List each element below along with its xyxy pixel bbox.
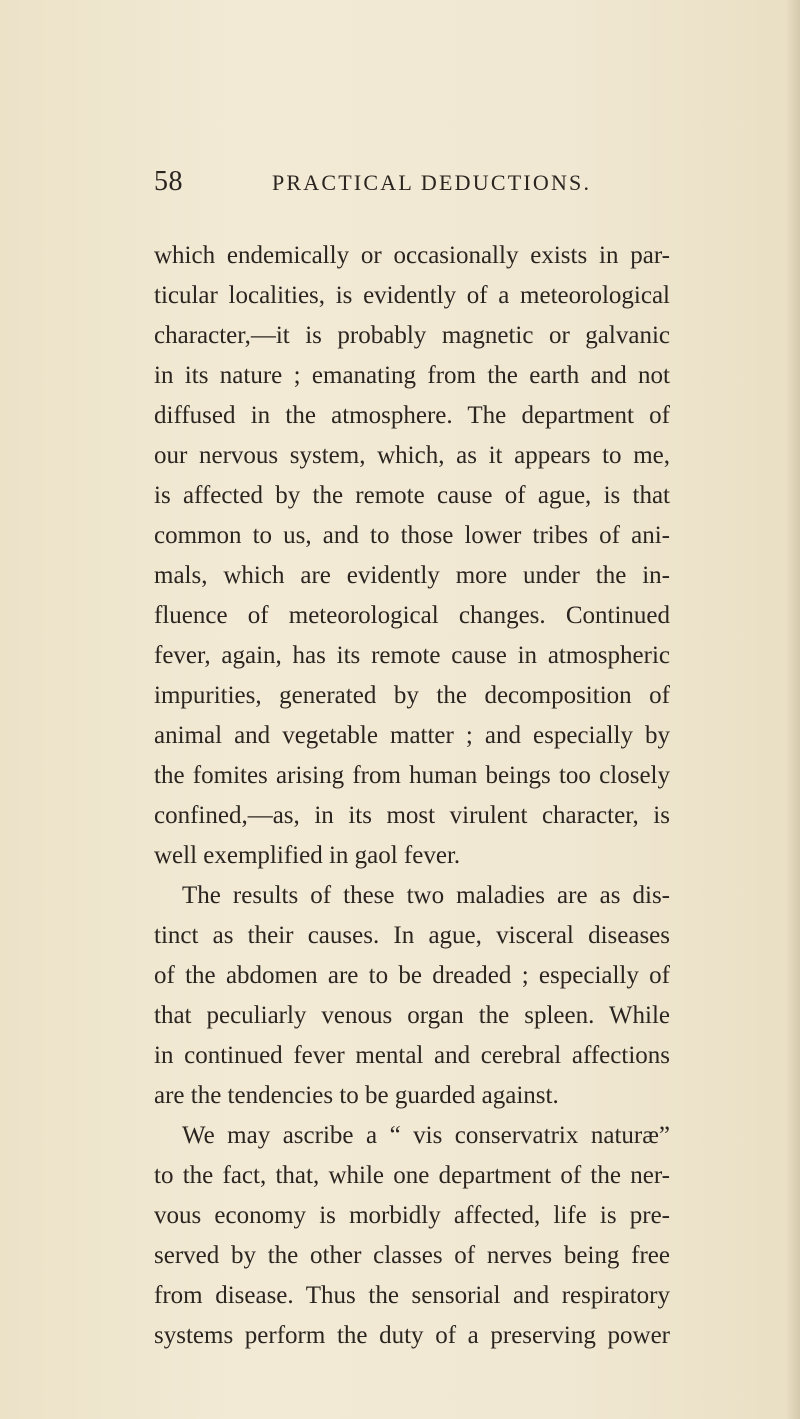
text-line: our nervous system, which, as it appears to me, [154, 442, 670, 469]
text-line: in continued fever mental and cerebral affections [154, 1042, 670, 1069]
text-line: The results of these two maladies are as dis- [182, 882, 670, 909]
text-line: the fomites arising from human beings too closely [154, 762, 670, 789]
text-line: fever, again, has its remote cause in atmospheric [154, 642, 670, 669]
text-line: ticular localities, is evidently of a meteorological [154, 282, 670, 309]
text-line: common to us, and to those lower tribes of ani- [154, 522, 670, 549]
body-text [154, 236, 670, 1356]
text-line: from disease. Thus the sensorial and respiratory [154, 1282, 670, 1309]
page-header [154, 166, 674, 206]
text-line: which endemically or occasionally exists in par- [154, 242, 670, 269]
text-line: to the fact, that, while one department of the ner- [154, 1162, 670, 1189]
text-line: of the abdomen are to be dreaded ; especially of [154, 962, 670, 989]
text-line: confined,—as, in its most virulent character, is [154, 802, 670, 829]
text-line: are the tendencies to be guarded against. [154, 1082, 559, 1109]
text-line: served by the other classes of nerves being free [154, 1242, 670, 1269]
text-line: that peculiarly venous organ the spleen. While [154, 1002, 670, 1029]
text-line: systems perform the duty of a preserving power [154, 1322, 670, 1349]
text-line: tinct as their causes. In ague, visceral diseases [154, 922, 670, 949]
text-line: is affected by the remote cause of ague, is that [154, 482, 670, 509]
text-line: impurities, generated by the decomposition of [154, 682, 670, 709]
text-line: well exemplified in gaol fever. [154, 842, 461, 869]
text-line: diffused in the atmosphere. The department of [154, 402, 670, 429]
running-title: PRACTICAL DEDUCTIONS. [272, 170, 592, 195]
text-line: animal and vegetable matter ; and especially by [154, 722, 670, 749]
text-line: vous economy is morbidly affected, life is pre- [154, 1202, 670, 1229]
page-edge-shadow [786, 0, 800, 1419]
text-line: We may ascribe a “ vis conservatrix naturæ” [182, 1122, 670, 1149]
text-line: fluence of meteorological changes. Continued [154, 602, 670, 629]
page-number: 58 [154, 166, 183, 197]
text-line: in its nature ; emanating from the earth and not [154, 362, 670, 389]
text-line: character,—it is probably magnetic or galvanic [154, 322, 670, 349]
text-line: mals, which are evidently more under the in- [154, 562, 670, 589]
